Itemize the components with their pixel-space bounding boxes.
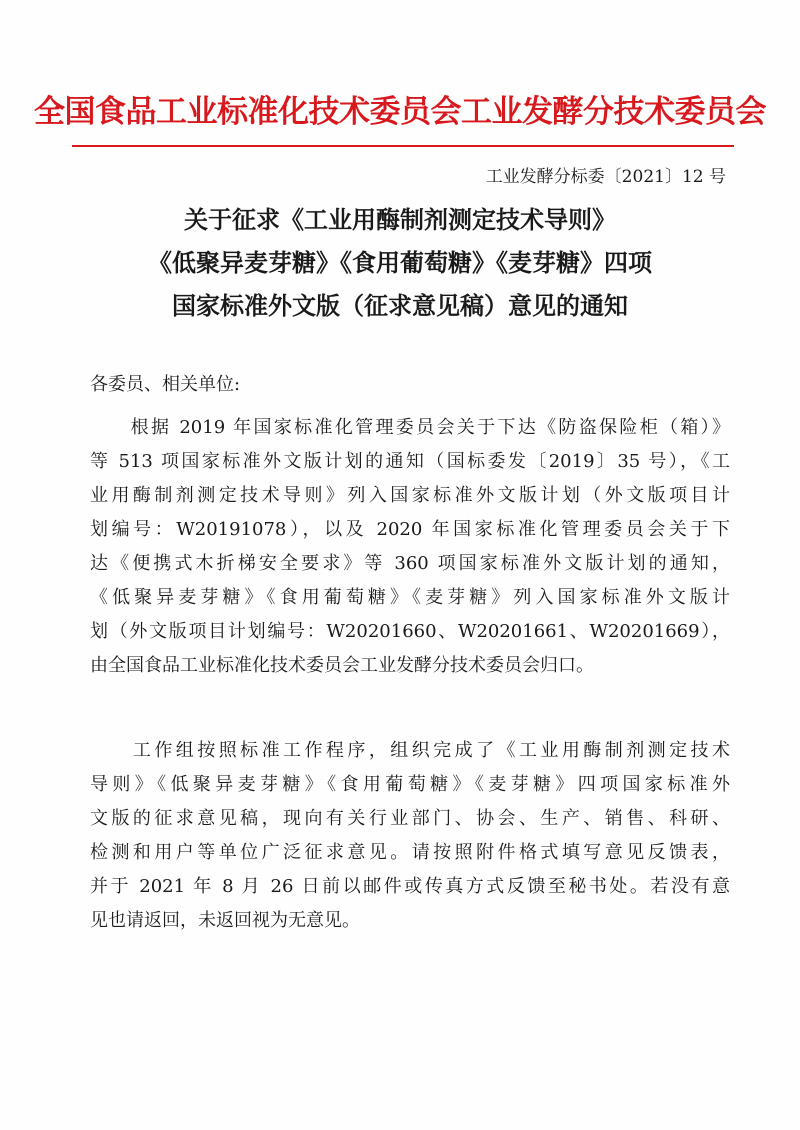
paragraph-line: 业用酶制剂测定技术导则》列入国家标准外文版计划（外文版项目计 bbox=[90, 485, 730, 506]
paragraph-1 bbox=[90, 411, 730, 683]
paragraph-line: 根据 2019 年国家标准化管理委员会关于下达《防盗保险柜（箱）》 bbox=[90, 417, 730, 438]
title-line: 国家标准外文版（征求意见稿）意见的通知 bbox=[172, 291, 628, 320]
paragraph-line: 划编号：W20191078），以及 2020 年国家标准化管理委员会关于下 bbox=[90, 519, 730, 540]
paragraph-line: 《低聚异麦芽糖》《食用葡萄糖》《麦芽糖》列入国家标准外文版计 bbox=[90, 587, 730, 608]
organization-header: 全国食品工业标准化技术委员会工业发酵分技术委员会 bbox=[34, 94, 766, 130]
salutation: 各委员、相关单位: bbox=[90, 374, 241, 395]
paragraph-line: 文版的征求意见稿，现向有关行业部门、协会、生产、销售、科研、 bbox=[90, 808, 730, 829]
paragraph-line: 工作组按照标准工作程序，组织完成了《工业用酶制剂测定技术 bbox=[90, 740, 730, 761]
paragraph-2 bbox=[90, 734, 730, 938]
document-number: 工业发酵分标委〔2021〕12 号 bbox=[485, 167, 726, 187]
paragraph-line: 等 513 项国家标准外文版计划的通知（国标委发〔2019〕35 号），《工 bbox=[90, 451, 730, 472]
title-line: 关于征求《工业用酶制剂测定技术导则》 bbox=[184, 205, 616, 234]
paragraph-line: 导则》《低聚异麦芽糖》《食用葡萄糖》《麦芽糖》四项国家标准外 bbox=[90, 774, 730, 795]
paragraph-line: 检测和用户等单位广泛征求意见。请按照附件格式填写意见反馈表， bbox=[90, 842, 730, 863]
paragraph-line: 由全国食品工业标准化技术委员会工业发酵分技术委员会归口。 bbox=[90, 655, 594, 676]
paragraph-line: 见也请返回，未返回视为无意见。 bbox=[90, 910, 360, 931]
paragraph-line: 划（外文版项目计划编号：W20201660、W20201661、W20201669）， bbox=[90, 621, 730, 642]
document-title bbox=[60, 198, 740, 327]
paragraph-line: 并于 2021 年 8 月 26 日前以邮件或传真方式反馈至秘书处。若没有意 bbox=[90, 876, 730, 897]
title-line: 《低聚异麦芽糖》《食用葡萄糖》《麦芽糖》四项 bbox=[148, 248, 652, 277]
red-divider-line bbox=[72, 145, 734, 147]
paragraph-line: 达《便携式木折梯安全要求》等 360 项国家标准外文版计划的通知， bbox=[90, 553, 730, 574]
